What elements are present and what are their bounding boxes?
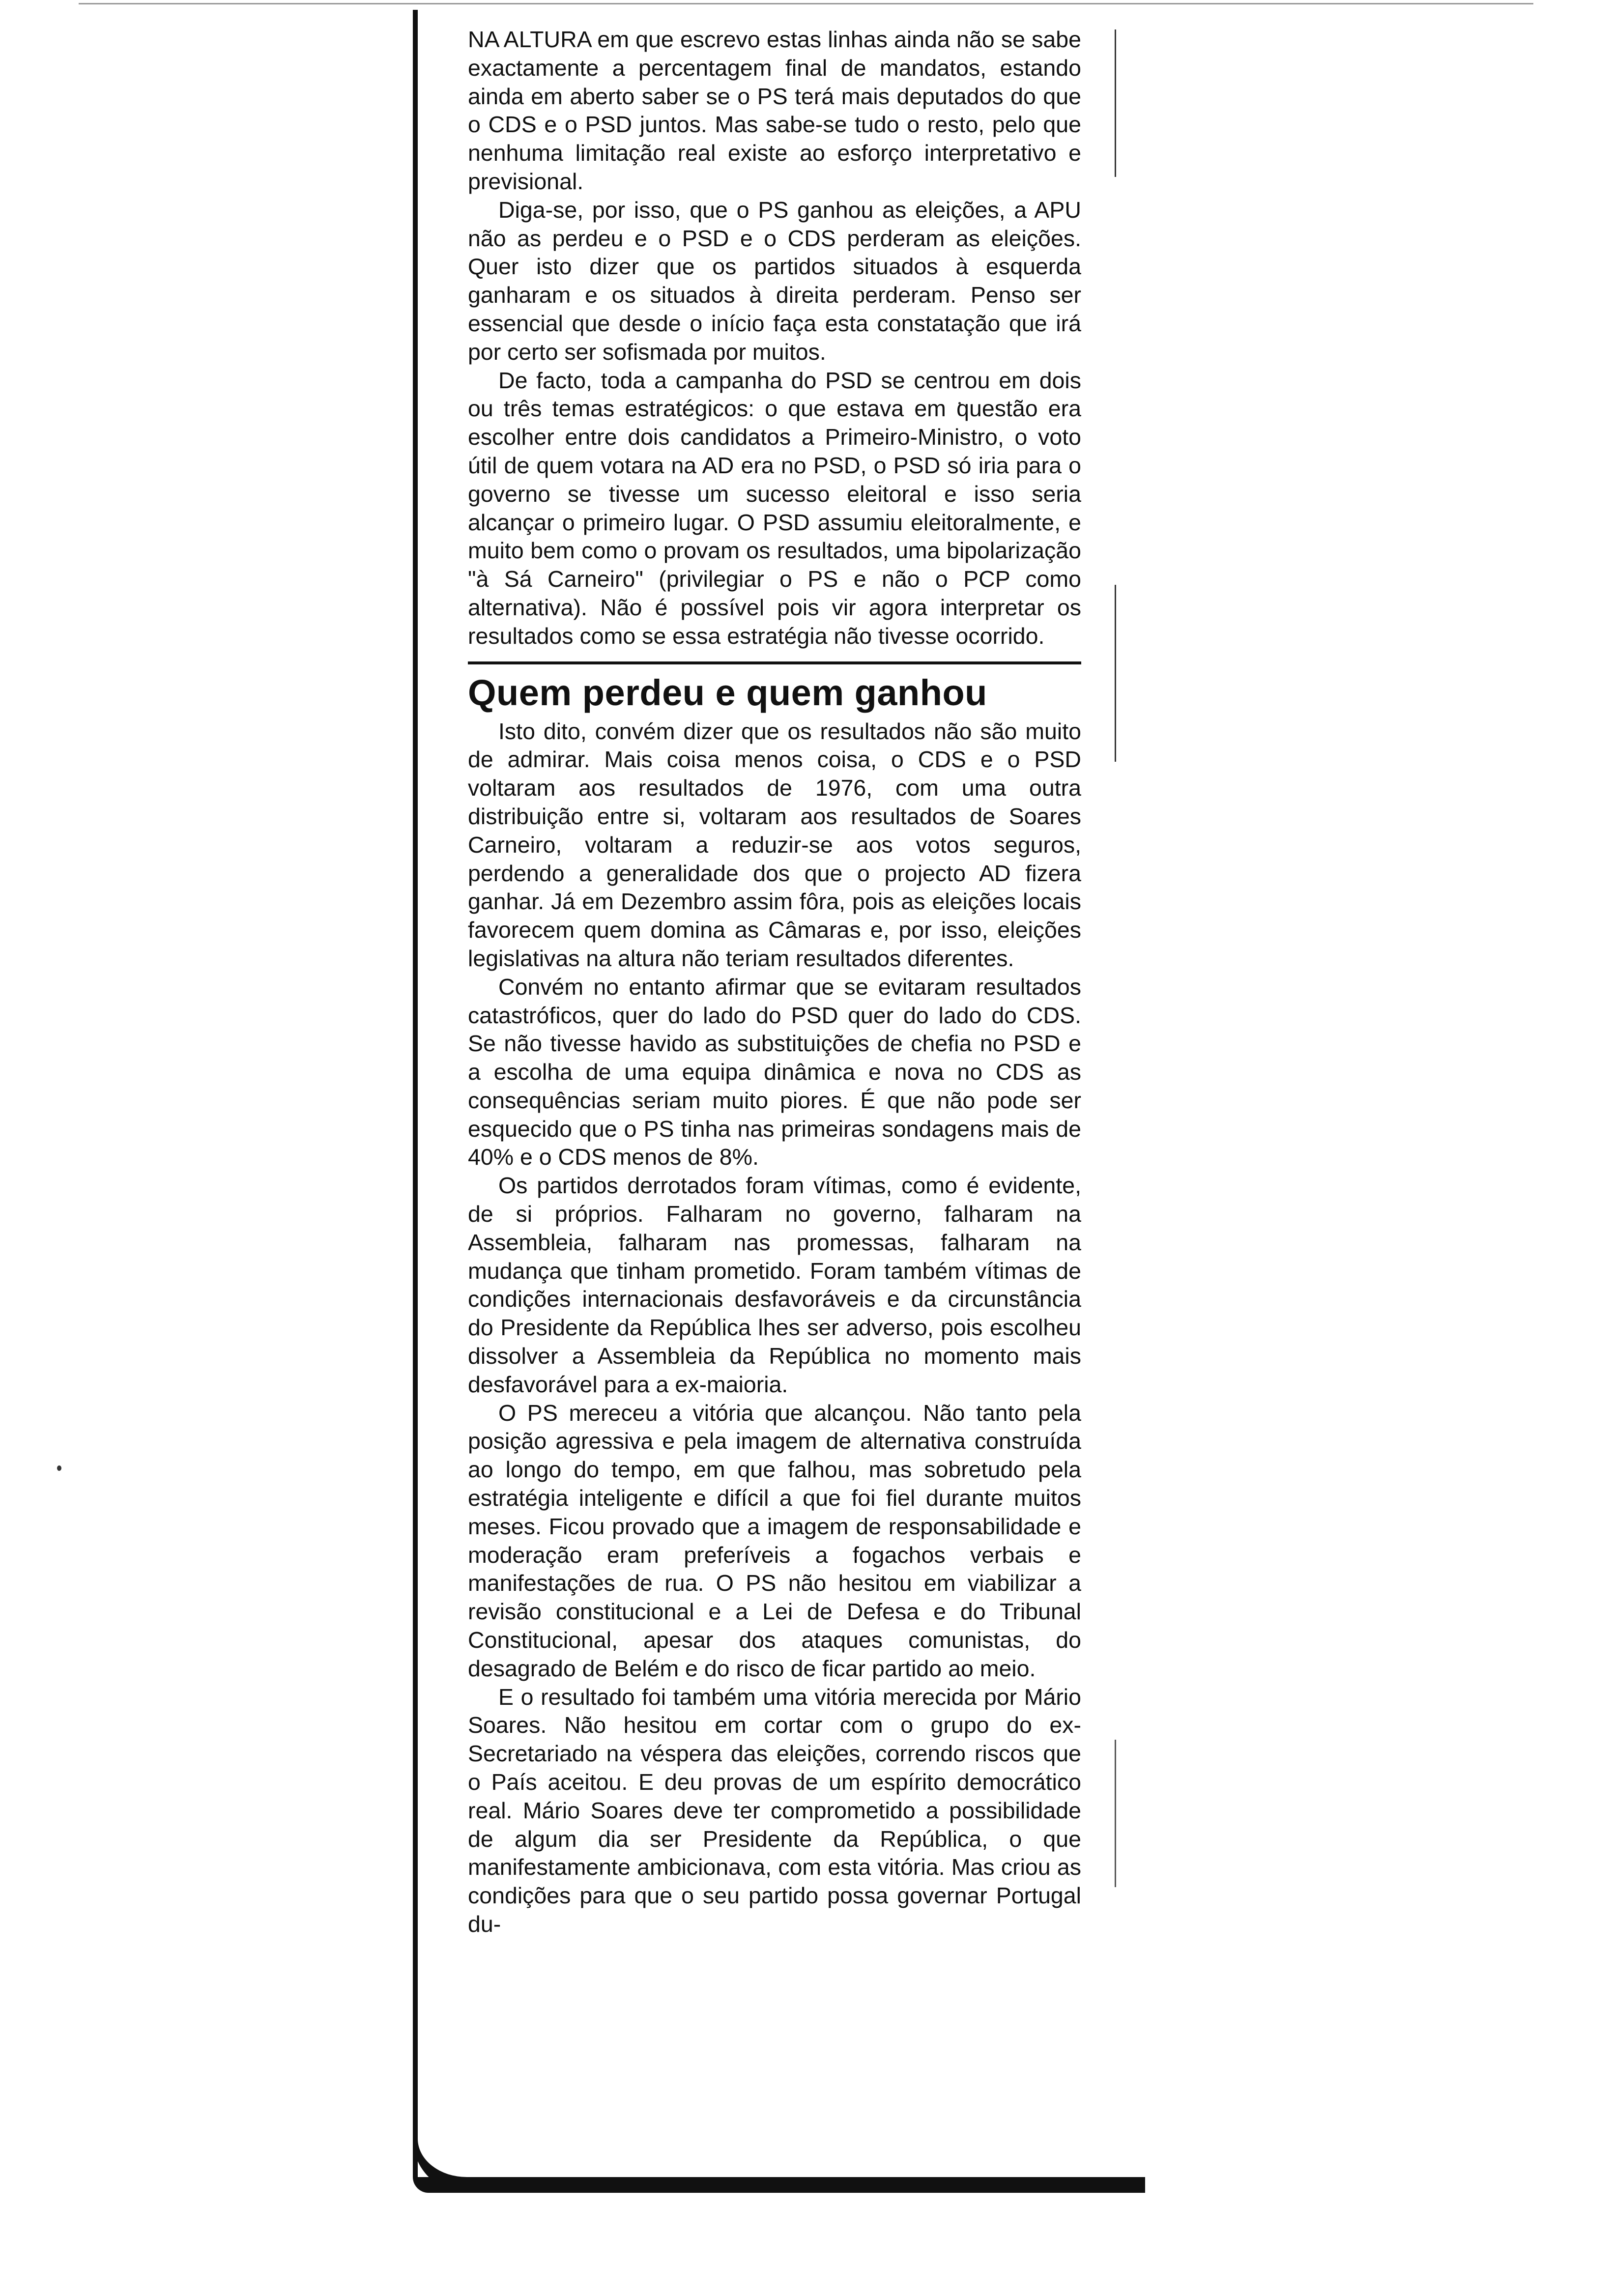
article-paragraph: Isto dito, convém dizer que os resultados não são muito de admirar. Mais coisa menos coisa, o CDS e o PSD voltaram aos resultados de 1976, com uma outra distribuição entre si, voltaram aos resultados de Soares Carneiro, voltaram a reduzir-se aos votos seguros, perdendo a generalidade dos que o projecto AD fizera ganhar. Já em Dezembro assim fôra, pois as eleições locais favorecem quem domina as Câmaras e, por isso, eleições legislativas na altura não teriam resultados diferentes. bbox=[468, 718, 1081, 971]
article-paragraph: Os partidos derrotados foram vítimas, como é evidente, de si próprios. Falharam no governo, falharam na Assembleia, falharam nas promessas, falharam na mudança que tinham prometido. Foram também vítimas de condições internacionais desfavoráveis e da circunstância do Presidente da República lhes ser adverso, pois escolheu dissolver a Assembleia da República no momento mais desfavorável para a ex-maioria. bbox=[468, 1173, 1081, 1397]
column-rule-right bbox=[1115, 29, 1116, 177]
article-column bbox=[468, 26, 1081, 1939]
article-paragraph: E o resultado foi também uma vitória merecida por Mário Soares. Não hesitou em cortar com o grupo do ex-Secretariado na véspera das eleições, correndo riscos que o País aceitou. E deu provas de um espírito democrático real. Mário Soares deve ter comprometido a possibilidade de algum dia ser Presidente da República, o que manifestamente ambicionava, com esta vitória. Mas criou as condições para que o seu partido possa governar Portugal du- bbox=[468, 1684, 1081, 1937]
scan-speck bbox=[57, 1465, 61, 1471]
column-frame-bottom bbox=[413, 2177, 1145, 2193]
article-paragraph: NA ALTURA em que escrevo estas linhas ainda não se sabe exactamente a percentagem final de mandatos, estando ainda em aberto saber se o PS terá mais deputados do que o CDS e o PSD juntos. Mas sabe-se tudo o resto, pelo que nenhuma limitação real existe ao esforço interpretativo e previsional. bbox=[468, 27, 1081, 194]
article-paragraph: Diga-se, por isso, que o PS ganhou as eleições, a APU não as perdeu e o PSD e o CDS perderam as eleições. Quer isto dizer que os partidos situados à esquerda ganharam e os situados à direita perderam. Penso ser essencial que desde o início faça esta constatação que irá por certo ser sofismada por muitos. bbox=[468, 197, 1081, 365]
column-rule-right bbox=[1115, 1740, 1116, 1887]
column-frame-left bbox=[413, 10, 418, 2177]
section-heading: Quem perdeu e quem ganhou bbox=[468, 672, 987, 713]
article-paragraph: O PS mereceu a vitória que alcançou. Não tanto pela posição agressiva e pela imagem de alternativa construída ao longo do tempo, em que falhou, mas sobretudo pela estratégia inteligente e difícil a que foi fiel durante muitos meses. Ficou provado que a imagem de responsabilidade e moderação eram preferíveis a fogachos verbais e manifestações de rua. O PS não hesitou em viabilizar a revisão constitucional e a Lei de Defesa e do Tribunal Constitucional, apesar dos ataques comunistas, do desagrado de Belém e do risco de ficar partido ao meio. bbox=[468, 1400, 1081, 1681]
article-paragraph: De facto, toda a campanha do PSD se centrou em dois ou três temas estratégicos: o que estava em questão era escolher entre dois candidatos a Primeiro-Ministro, o voto útil de quem votara na AD era no PSD, o PSD só iria para o governo se tivesse um sucesso eleitoral e isso seria alcançar o primeiro lugar. O PSD assumiu eleitoralmente, e muito bem como o provam os resultados, uma bipolarização "à Sá Carneiro" (privilegiar o PS e não o PCP como alternativa). Não é possível pois vir agora interpretar os resultados como se essa estratégia não tivesse ocorrido. bbox=[468, 367, 1081, 649]
article-paragraph: Convém no entanto afirmar que se evitaram resultados catastróficos, quer do lado do PSD quer do lado do CDS. Se não tivesse havido as substituições de chefia no PSD e a escolha de uma equipa dinâmica e nova no CDS as consequências seriam muito piores. É que não pode ser esquecido que o PS tinha nas primeiras sondagens mais de 40% e o CDS menos de 8%. bbox=[468, 974, 1081, 1170]
column-rule-right bbox=[1115, 585, 1116, 762]
scan-edge-line bbox=[79, 3, 1533, 4]
section-divider bbox=[468, 661, 1081, 664]
